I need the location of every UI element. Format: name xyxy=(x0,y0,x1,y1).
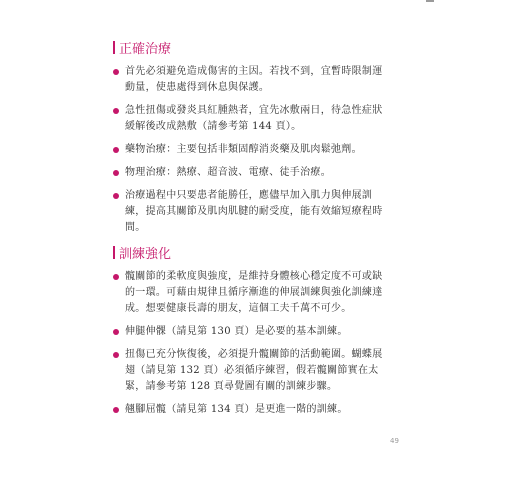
list-item-text: 伸腿伸髁（請見第 130 頁）是必要的基本訓練。 xyxy=(125,326,348,337)
page-content xyxy=(113,38,383,425)
list-item xyxy=(113,142,383,158)
corner-crop-mark xyxy=(426,0,434,2)
bullet-dot-icon xyxy=(113,170,119,176)
list-item-text: 急性扭傷或發炎具紅腫熱者，宜先冰敷兩日，待急性症狀緩解後改成熱敷（請參考第 144 頁）。 xyxy=(125,105,383,132)
list-item xyxy=(113,64,383,96)
section-training xyxy=(113,243,383,418)
bullet-list xyxy=(113,269,383,418)
heading-text: 正確治療 xyxy=(119,41,172,57)
list-item-text: 藥物治療：主要包括非類固醇消炎藥及肌肉鬆弛劑。 xyxy=(125,144,362,155)
section-heading xyxy=(113,243,383,261)
bullet-dot-icon xyxy=(113,329,119,335)
list-item-text: 物理治療：熱療、超音波、電療、徒手治療。 xyxy=(125,167,331,178)
list-item xyxy=(113,165,383,181)
list-item xyxy=(113,103,383,135)
section-heading xyxy=(113,38,383,56)
heading-accent-bar xyxy=(113,246,115,259)
bullet-list xyxy=(113,64,383,236)
list-item-text: 治療過程中只要患者能勝任，應儘早加入肌力與伸展訓練，提高其關節及肌肉肌腱的耐受度，能有效縮短療程時間。 xyxy=(125,190,383,233)
list-item-text: 首先必須避免造成傷害的主因。若找不到，宜暫時限制運動量，使患處得到休息與保護。 xyxy=(125,66,383,93)
list-item-text: 髖關節的柔軟度與強度，是維持身體核心穩定度不可或缺的一環。可藉由規律且循序漸進的伸展訓練與強化訓練達成。想要健康長壽的朋友，這個工夫千萬不可少。 xyxy=(125,271,383,314)
list-item-text: 扭傷已充分恢復後，必須提升髖關節的活動範圍。蝴蝶展翅（請見第 132 頁）必須循序練習，假若髖關節實在太緊，請參考第 128 頁尋覺圖有關的訓練步驟。 xyxy=(125,349,383,392)
bullet-dot-icon xyxy=(113,407,119,413)
bullet-dot-icon xyxy=(113,352,119,358)
bullet-dot-icon xyxy=(113,108,119,114)
list-item xyxy=(113,402,383,418)
list-item xyxy=(113,269,383,317)
bullet-dot-icon xyxy=(113,147,119,153)
bullet-dot-icon xyxy=(113,274,119,280)
list-item xyxy=(113,347,383,395)
list-item-text: 翹腳屈髖（請見第 134 頁）是更進一階的訓練。 xyxy=(125,404,348,415)
list-item xyxy=(113,324,383,340)
heading-text: 訓練強化 xyxy=(119,246,172,262)
heading-accent-bar xyxy=(113,41,115,54)
list-item xyxy=(113,188,383,236)
bullet-dot-icon xyxy=(113,69,119,75)
section-correct-treatment xyxy=(113,38,383,236)
page-number: 49 xyxy=(390,437,399,445)
bullet-dot-icon xyxy=(113,193,119,199)
